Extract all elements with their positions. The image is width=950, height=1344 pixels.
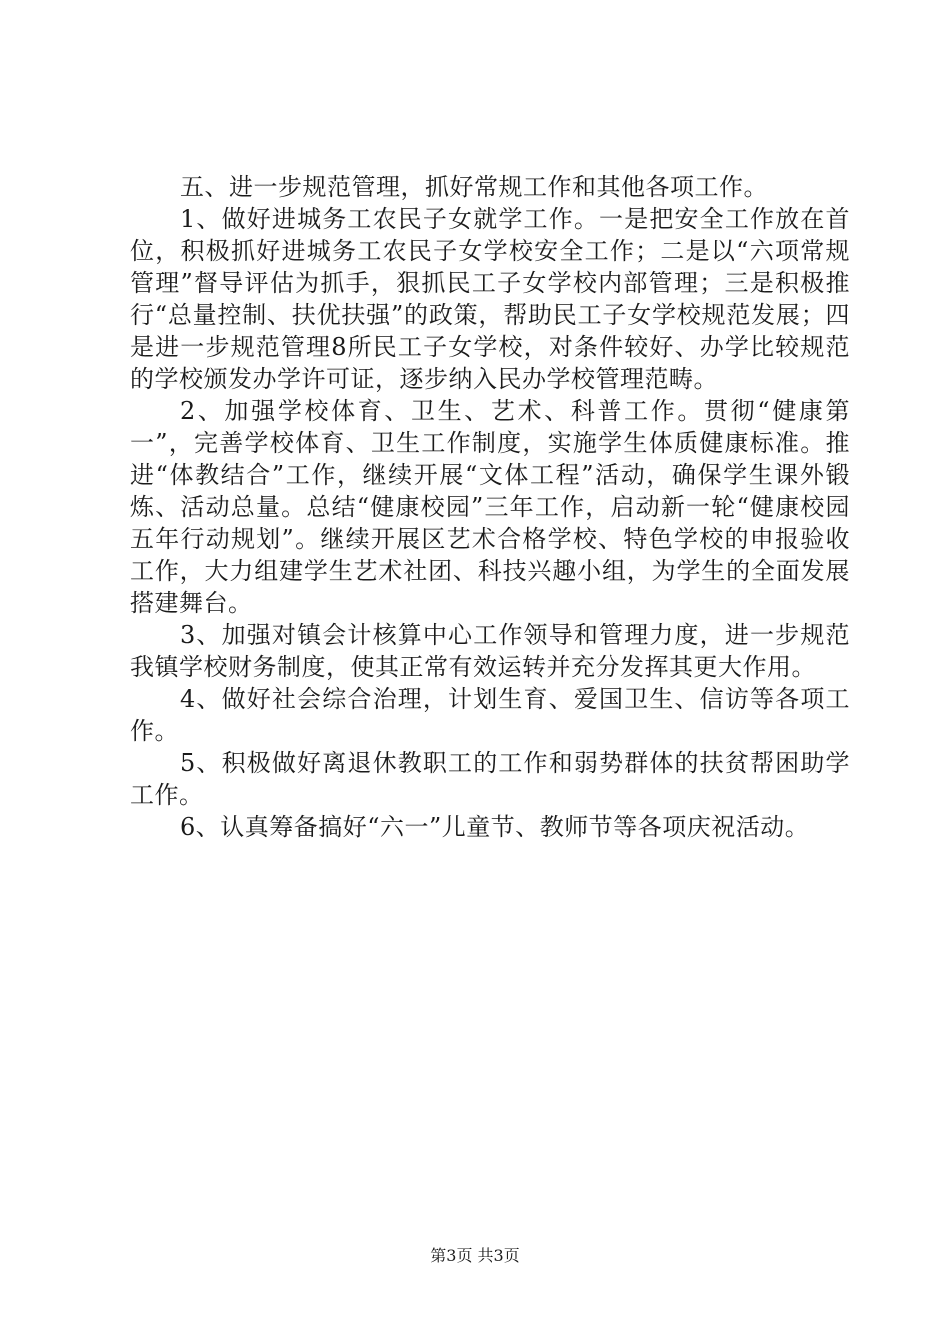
page-footer	[0, 1243, 950, 1266]
paragraph-item-4: 4、做好社会综合治理，计划生育、爱国卫生、信访等各项工作。	[130, 685, 850, 745]
document-body	[130, 171, 850, 843]
paragraph-section-five: 五、进一步规范管理，抓好常规工作和其他各项工作。	[180, 173, 768, 201]
paragraph-item-3: 3、加强对镇会计核算中心工作领导和管理力度，进一步规范我镇学校财务制度，使其正常有效运转并充分发挥其更大作用。	[130, 621, 850, 681]
paragraph-item-1: 1、做好进城务工农民子女就学工作。一是把安全工作放在首位，积极抓好进城务工农民子女学校安全工作；二是以“六项常规管理”督导评估为抓手，狠抓民工子女学校内部管理；三是积极推行“总量控制、扶优扶强”的政策，帮助民工子女学校规范发展；四是进一步规范管理8所民工子女学校，对条件较好、办学比较规范的学校颁发办学许可证，逐步纳入民办学校管理范畴。	[130, 205, 850, 393]
paragraph-item-5: 5、积极做好离退休教职工的工作和弱势群体的扶贫帮困助学工作。	[130, 749, 850, 809]
paragraph-item-2: 2、加强学校体育、卫生、艺术、科普工作。贯彻“健康第一”，完善学校体育、卫生工作制度，实施学生体质健康标准。推进“体教结合”工作，继续开展“文体工程”活动，确保学生课外锻炼、活动总量。总结“健康校园”三年工作，启动新一轮“健康校园五年行动规划”。继续开展区艺术合格学校、特色学校的申报验收工作，大力组建学生艺术社团、科技兴趣小组，为学生的全面发展搭建舞台。	[130, 397, 850, 617]
page-number: 第3页 共3页	[430, 1246, 520, 1265]
paragraph-item-6: 6、认真筹备搞好“六一”儿童节、教师节等各项庆祝活动。	[180, 813, 810, 841]
